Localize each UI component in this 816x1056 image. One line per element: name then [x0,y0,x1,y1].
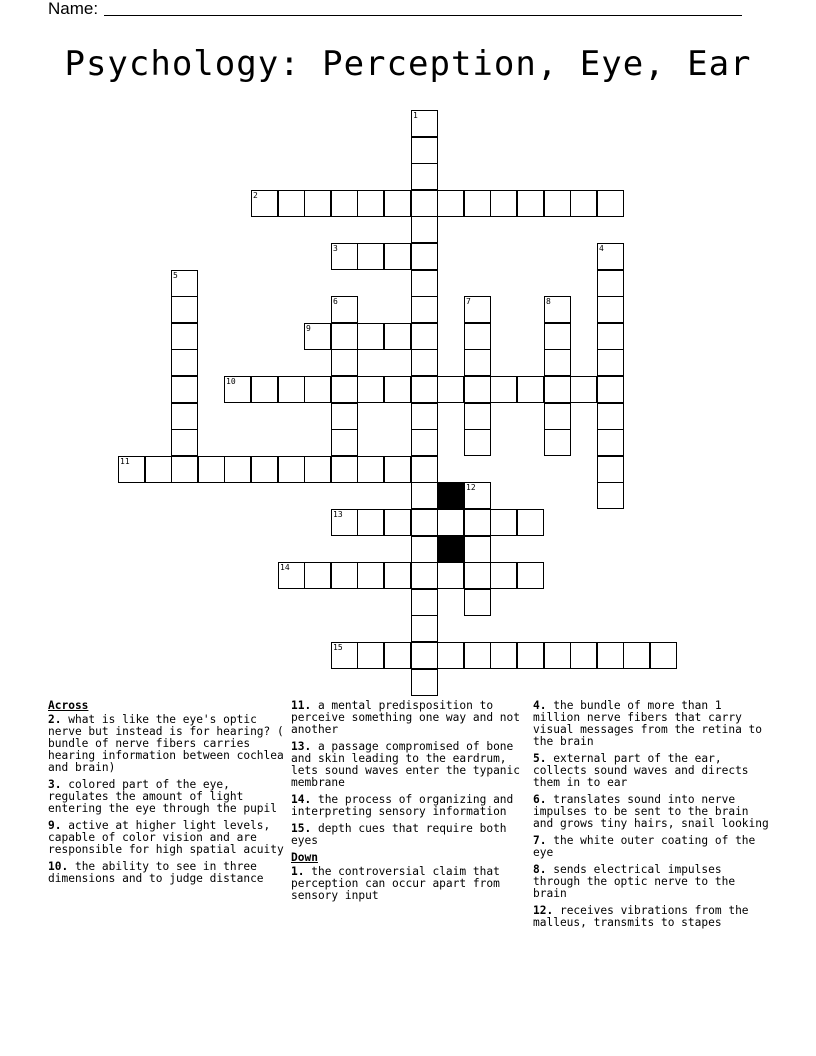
clue-text: a passage compromised of bone and skin leading to the eardrum, lets sound waves enter the typanic membrane [291,740,521,789]
down-clue-list [291,866,531,902]
clue-number: 7 [466,297,471,306]
grid-cell[interactable] [437,190,464,217]
grid-cell[interactable] [490,376,517,403]
clue-number: 3 [333,244,338,253]
grid-cell[interactable] [544,323,571,350]
black-cell [437,482,464,509]
grid-cell[interactable] [357,190,384,217]
grid-cell[interactable] [384,642,411,669]
clues-column-3 [533,700,773,934]
clue-number: 5 [173,271,178,280]
grid-cell[interactable] [597,456,624,483]
grid-cell[interactable] [384,376,411,403]
grid-cell[interactable] [597,349,624,376]
clue-text: external part of the ear, collects sound waves and directs them in to ear [533,752,749,789]
grid-cell[interactable] [517,642,544,669]
grid-cell[interactable] [411,429,438,456]
clue-number-label: 14. [291,793,312,806]
grid-cell[interactable] [331,509,358,536]
grid-cell[interactable] [464,376,491,403]
grid-cell[interactable] [411,615,438,642]
clue-number-label: 5. [533,752,547,765]
clues-column-2 [291,700,531,907]
clue-item [48,779,288,815]
grid-cell[interactable] [650,642,677,669]
clue-number-label: 4. [533,699,547,712]
grid-cell[interactable] [304,190,331,217]
grid-cell[interactable] [411,270,438,297]
grid-cell[interactable] [171,429,198,456]
grid-cell[interactable] [411,323,438,350]
grid-cell[interactable] [464,190,491,217]
grid-cell[interactable] [411,403,438,430]
clue-number-label: 2. [48,713,62,726]
grid-cell[interactable] [357,562,384,589]
clue-item [48,714,288,774]
clue-number: 14 [280,563,290,572]
grid-cell[interactable] [464,349,491,376]
grid-cell[interactable] [384,509,411,536]
clue-item [533,753,773,789]
clue-text: the controversial claim that perception can occur apart from sensory input [291,865,500,902]
grid-cell[interactable] [357,642,384,669]
clue-number: 1 [413,111,418,120]
grid-cell[interactable] [384,190,411,217]
grid-cell[interactable] [597,482,624,509]
grid-cell[interactable] [411,669,438,696]
grid-cell[interactable] [464,509,491,536]
clue-item [291,741,531,789]
grid-cell[interactable] [384,323,411,350]
grid-cell[interactable] [570,376,597,403]
grid-cell[interactable] [411,243,438,270]
clue-text: what is like the eye's optic nerve but instead is for hearing? ( bundle of nerve fibers carries hearing information between cochlea and brain) [48,713,284,774]
grid-cell[interactable] [331,456,358,483]
grid-cell[interactable] [357,509,384,536]
clue-number-label: 10. [48,860,69,873]
grid-cell[interactable] [464,403,491,430]
grid-cell[interactable] [464,642,491,669]
grid-cell[interactable] [198,456,225,483]
grid-cell[interactable] [251,190,278,217]
grid-cell[interactable] [437,562,464,589]
clue-number-label: 15. [291,822,312,835]
grid-cell[interactable] [544,296,571,323]
clue-number-label: 3. [48,778,62,791]
clue-item [533,864,773,900]
clue-text: active at higher light levels, capable of color vision and are responsible for high spatial acuity [48,819,284,856]
grid-cell[interactable] [490,190,517,217]
clue-number-label: 1. [291,865,305,878]
grid-cell[interactable] [118,456,145,483]
grid-cell[interactable] [411,376,438,403]
grid-cell[interactable] [304,323,331,350]
grid-cell[interactable] [464,482,491,509]
grid-cell[interactable] [411,296,438,323]
clue-number: 12 [466,483,476,492]
clue-number: 15 [333,643,343,652]
clue-number-label: 6. [533,793,547,806]
grid-cell[interactable] [623,642,650,669]
grid-cell[interactable] [411,642,438,669]
grid-cell[interactable] [331,642,358,669]
grid-cell[interactable] [411,137,438,164]
clue-number-label: 7. [533,834,547,847]
grid-cell[interactable] [437,376,464,403]
grid-cell[interactable] [331,562,358,589]
clue-text: a mental predisposition to perceive something one way and not another [291,699,521,736]
grid-cell[interactable] [411,482,438,509]
grid-cell[interactable] [384,456,411,483]
page-title: Psychology: Perception, Eye, Ear [64,44,752,84]
clue-number: 13 [333,510,343,519]
clue-item [48,820,288,856]
grid-cell[interactable] [145,456,172,483]
grid-cell[interactable] [278,190,305,217]
grid-cell[interactable] [357,243,384,270]
grid-cell[interactable] [384,562,411,589]
black-cell [437,536,464,563]
across-clue-list-continued [291,700,531,847]
grid-cell[interactable] [278,376,305,403]
name-label: Name: [48,0,99,18]
clue-item [533,700,773,748]
grid-cell[interactable] [570,642,597,669]
grid-cell[interactable] [490,642,517,669]
clue-number-label: 9. [48,819,62,832]
grid-cell[interactable] [597,403,624,430]
grid-cell[interactable] [304,376,331,403]
grid-cell[interactable] [517,509,544,536]
clue-text: the bundle of more than 1 million nerve fibers that carry visual messages from the retina to the brain [533,699,763,748]
grid-cell[interactable] [464,562,491,589]
grid-cell[interactable] [517,376,544,403]
clue-number: 4 [599,244,604,253]
grid-cell[interactable] [251,456,278,483]
clue-text: sends electrical impulses through the optic nerve to the brain [533,863,736,900]
grid-cell[interactable] [331,349,358,376]
clue-text: receives vibrations from the malleus, transmits to stapes [533,904,749,929]
grid-cell[interactable] [357,323,384,350]
grid-cell[interactable] [411,349,438,376]
grid-cell[interactable] [411,110,438,137]
grid-cell[interactable] [464,296,491,323]
grid-cell[interactable] [411,456,438,483]
clues-column-1 [48,700,288,890]
grid-cell[interactable] [278,456,305,483]
across-heading: Across [48,699,89,712]
clue-number-label: 12. [533,904,554,917]
grid-cell[interactable] [331,323,358,350]
grid-cell[interactable] [304,562,331,589]
grid-cell[interactable] [224,456,251,483]
grid-cell[interactable] [171,296,198,323]
grid-cell[interactable] [597,376,624,403]
clue-number: 10 [226,377,236,386]
grid-cell[interactable] [597,270,624,297]
grid-cell[interactable] [544,403,571,430]
grid-cell[interactable] [464,429,491,456]
grid-cell[interactable] [171,323,198,350]
clue-number: 9 [306,324,311,333]
grid-cell[interactable] [517,190,544,217]
grid-cell[interactable] [544,376,571,403]
grid-cell[interactable] [517,562,544,589]
clue-item [533,835,773,859]
grid-cell[interactable] [171,270,198,297]
down-heading: Down [291,851,318,864]
clue-item [291,823,531,847]
grid-cell[interactable] [597,243,624,270]
clue-number: 8 [546,297,551,306]
grid-cell[interactable] [331,376,358,403]
down-clue-list-continued [533,700,773,929]
clue-text: the white outer coating of the eye [533,834,756,859]
grid-cell[interactable] [597,323,624,350]
clue-item [291,794,531,818]
grid-cell[interactable] [490,562,517,589]
grid-cell[interactable] [278,562,305,589]
grid-cell[interactable] [597,296,624,323]
grid-cell[interactable] [544,349,571,376]
grid-cell[interactable] [331,429,358,456]
clue-text: depth cues that require both eyes [291,822,507,847]
grid-cell[interactable] [304,456,331,483]
clue-number-label: 13. [291,740,312,753]
grid-cell[interactable] [411,190,438,217]
grid-cell[interactable] [331,190,358,217]
clue-text: translates sound into nerve impulses to be sent to the brain and grows tiny hairs, snail looking [533,793,769,830]
clue-item [533,794,773,830]
grid-cell[interactable] [357,456,384,483]
grid-cell[interactable] [171,456,198,483]
grid-cell[interactable] [171,349,198,376]
grid-cell[interactable] [411,163,438,190]
clue-item [291,866,531,902]
clue-item [533,905,773,929]
grid-cell[interactable] [544,429,571,456]
grid-cell[interactable] [331,403,358,430]
clue-text: the ability to see in three dimensions and to judge distance [48,860,264,885]
grid-cell[interactable] [411,589,438,616]
clue-number: 2 [253,191,258,200]
grid-cell[interactable] [411,536,438,563]
grid-cell[interactable] [437,509,464,536]
grid-cell[interactable] [411,509,438,536]
grid-cell[interactable] [437,642,464,669]
grid-cell[interactable] [464,323,491,350]
grid-cell[interactable] [544,190,571,217]
across-clue-list [48,714,288,885]
grid-cell[interactable] [171,403,198,430]
grid-cell[interactable] [597,190,624,217]
grid-cell[interactable] [544,642,571,669]
grid-cell[interactable] [251,376,278,403]
grid-cell[interactable] [411,216,438,243]
grid-cell[interactable] [224,376,251,403]
grid-cell[interactable] [331,243,358,270]
grid-cell[interactable] [464,536,491,563]
grid-cell[interactable] [570,190,597,217]
clue-item [291,700,531,736]
clue-number: 11 [120,457,130,466]
clue-number-label: 11. [291,699,312,712]
clue-text: the process of organizing and interpreting sensory information [291,793,514,818]
grid-cell[interactable] [464,589,491,616]
clue-item [48,861,288,885]
grid-cell[interactable] [331,296,358,323]
grid-cell[interactable] [597,642,624,669]
grid-cell[interactable] [411,562,438,589]
clue-number: 6 [333,297,338,306]
grid-cell[interactable] [357,376,384,403]
grid-cell[interactable] [597,429,624,456]
clue-text: colored part of the eye, regulates the amount of light entering the eye through the pupil [48,778,278,815]
grid-cell[interactable] [384,243,411,270]
clue-number-label: 8. [533,863,547,876]
grid-cell[interactable] [171,376,198,403]
grid-cell[interactable] [490,509,517,536]
